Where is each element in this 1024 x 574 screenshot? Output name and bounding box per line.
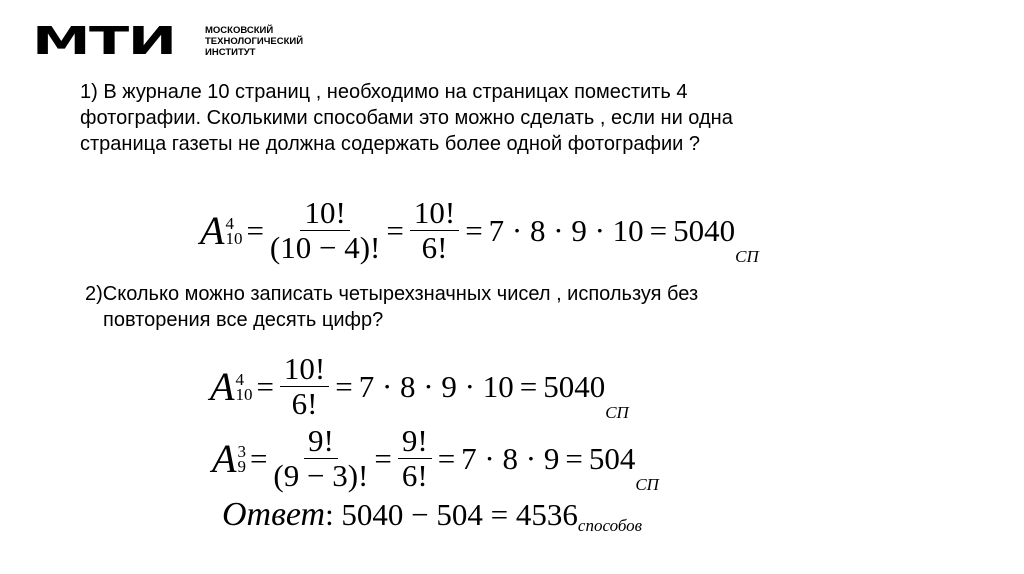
superscript: 3 xyxy=(237,441,246,461)
logo-mark: МТИ xyxy=(32,19,176,63)
unit: СП xyxy=(635,475,659,494)
denominator: (9 − 3)! xyxy=(273,458,369,493)
unit: СП xyxy=(735,247,759,266)
denominator: 6! xyxy=(291,386,318,421)
equals: = xyxy=(437,440,456,476)
fraction xyxy=(270,196,380,265)
equals: = xyxy=(374,440,392,476)
numerator: 10! xyxy=(280,352,329,387)
subscript: 10 xyxy=(225,228,243,248)
equals: = xyxy=(335,368,353,404)
superscript: 4 xyxy=(225,213,234,233)
logo xyxy=(32,19,304,63)
indices xyxy=(225,213,243,248)
formula-3 xyxy=(212,424,659,493)
arrangement-symbol: A xyxy=(200,208,225,253)
equals: = xyxy=(256,368,274,404)
subscript: 9 xyxy=(237,456,246,476)
text-line: фотографии. Сколькими способами это можно сделать , если ни одна xyxy=(80,107,733,129)
fraction xyxy=(273,424,368,493)
problem-2-text xyxy=(85,281,698,333)
arrangement-symbol: A xyxy=(210,364,235,409)
text-line: 1) В журнале 10 страниц , необходимо на страницах поместить 4 xyxy=(80,81,688,103)
formula-2 xyxy=(210,352,629,421)
product: 7 · 8 · 9 xyxy=(461,440,560,476)
text-line: повторения все десять цифр? xyxy=(103,309,384,331)
logo-line: ИНСТИТУТ xyxy=(205,46,256,58)
equals: = xyxy=(465,212,483,248)
numerator: 9! xyxy=(304,424,338,459)
logo-line: МОСКОВСКИЙ xyxy=(205,24,274,36)
subscript: 10 xyxy=(235,384,253,404)
unit: способов xyxy=(577,516,643,535)
equals: = xyxy=(649,212,668,248)
product: 7 · 8 · 9 · 10 xyxy=(358,368,514,404)
result: 504 xyxy=(588,440,636,476)
indices xyxy=(237,441,246,476)
text-line: страница газеты не должна содержать более одной фотографии ? xyxy=(80,133,700,155)
fraction xyxy=(410,196,459,265)
result: 5040 xyxy=(543,368,606,404)
answer xyxy=(222,496,642,534)
product: 7 · 8 · 9 · 10 xyxy=(488,212,644,248)
arrangement-symbol: A xyxy=(212,436,237,481)
unit: СП xyxy=(605,403,629,422)
equals: = xyxy=(246,212,264,248)
equals: = xyxy=(565,440,583,476)
equals: = xyxy=(386,212,404,248)
numerator: 10! xyxy=(410,196,459,231)
denominator: 6! xyxy=(421,230,448,265)
equals: = xyxy=(519,368,538,404)
formula-1 xyxy=(200,196,759,265)
text-line: 2)Сколько можно записать четырехзначных чисел , используя без xyxy=(85,283,699,305)
superscript: 4 xyxy=(235,369,244,389)
numerator: 10! xyxy=(300,196,349,231)
problem-1-text xyxy=(80,79,733,157)
answer-expression: : 5040 − 504 = 4536 xyxy=(325,497,578,532)
equals: = xyxy=(249,440,268,476)
indices xyxy=(235,369,253,404)
denominator: (10 − 4)! xyxy=(269,230,381,265)
numerator: 9! xyxy=(398,424,432,459)
fraction xyxy=(398,424,432,493)
answer-label: Ответ xyxy=(222,496,326,533)
denominator: 6! xyxy=(401,458,428,493)
result: 5040 xyxy=(673,212,736,248)
logo-line: ТЕХНОЛОГИЧЕСКИЙ xyxy=(205,35,304,47)
fraction xyxy=(280,352,329,421)
